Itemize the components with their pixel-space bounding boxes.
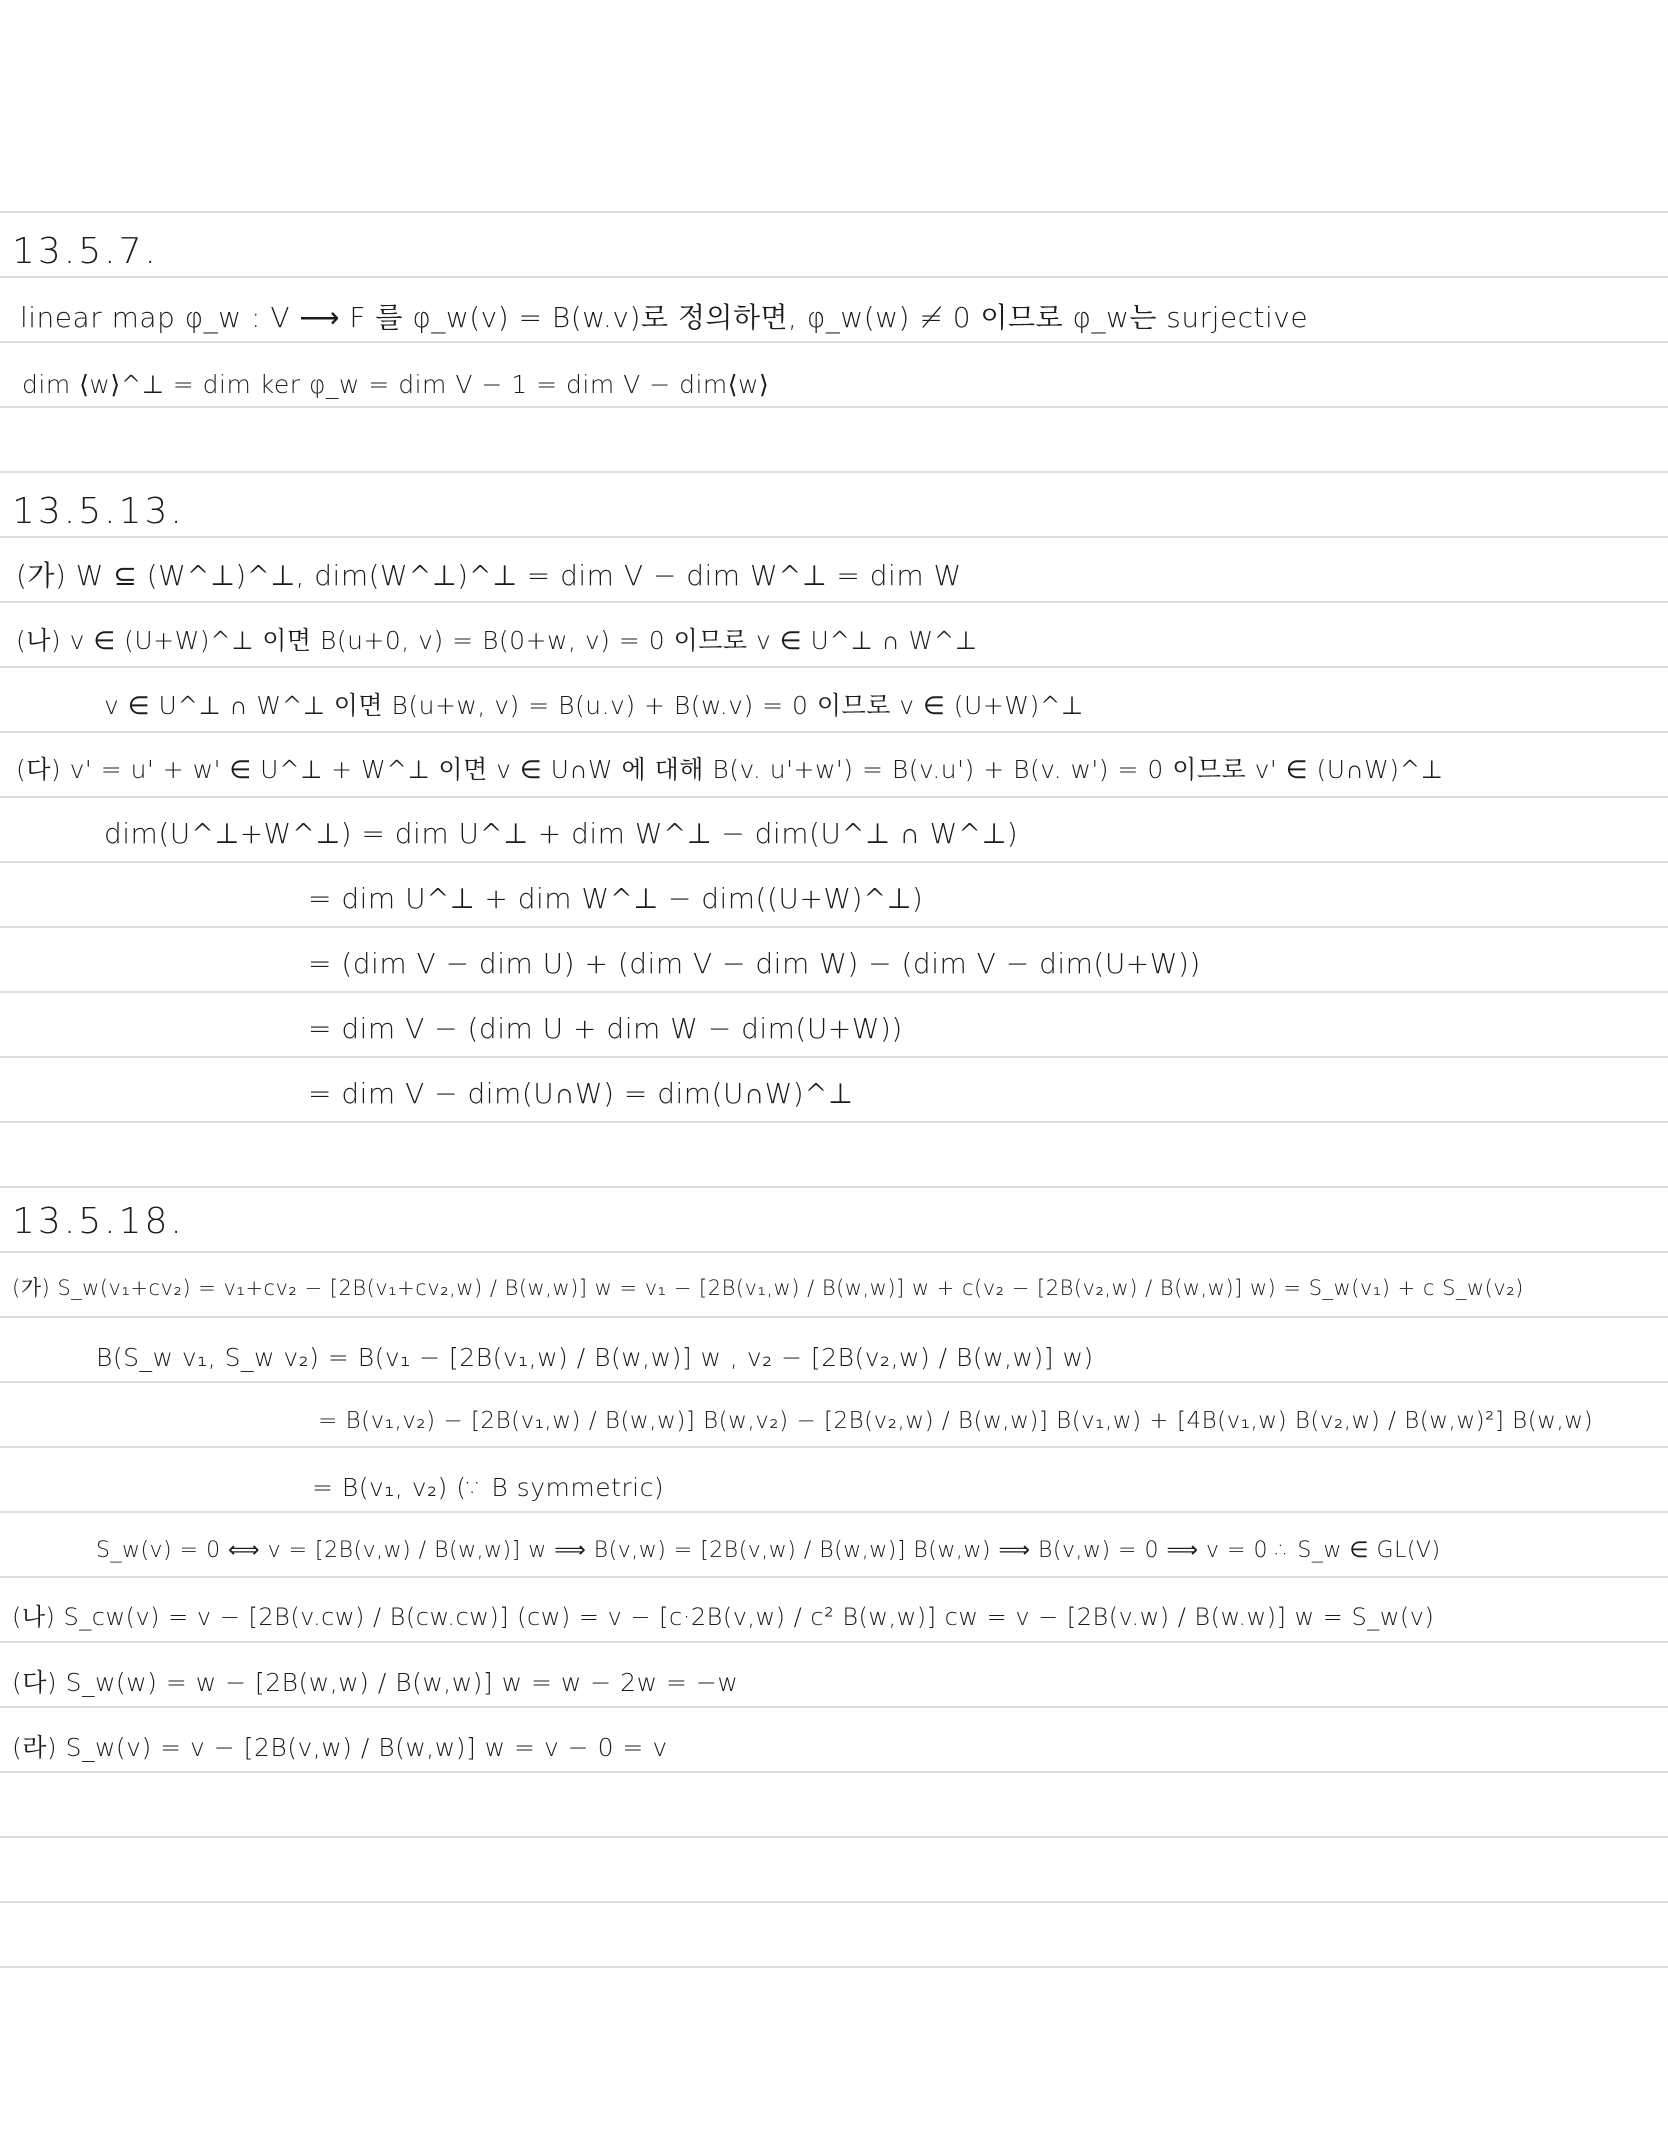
note-line: dim(U^⊥+W^⊥) = dim U^⊥ + dim W^⊥ − dim(U^⊥ ∩ W^⊥)	[104, 817, 1019, 850]
note-line: = (dim V − dim U) + (dim V − dim W) − (dim V − dim(U+W))	[308, 947, 1201, 980]
note-line: = B(v₁, v₂) (∵ B symmetric)	[312, 1473, 665, 1502]
note-line: dim ⟨w⟩^⊥ = dim ker φ_w = dim V − 1 = dim V − dim⟨w⟩	[22, 370, 770, 399]
note-line: (다) S_w(w) = w − [2B(w,w) / B(w,w)] w = w − 2w = −w	[12, 1668, 739, 1697]
section-heading: 13.5.7.	[12, 231, 159, 272]
section-heading: 13.5.18.	[12, 1201, 185, 1242]
section-heading: 13.5.13.	[12, 491, 185, 532]
note-line: (나) v ∈ (U+W)^⊥ 이면 B(u+0, v) = B(0+w, v) = 0 이므로 v ∈ U^⊥ ∩ W^⊥	[16, 626, 978, 655]
note-line: (가) W ⊆ (W^⊥)^⊥, dim(W^⊥)^⊥ = dim V − dim W^⊥ = dim W	[16, 559, 962, 592]
note-line: (라) S_w(v) = v − [2B(v,w) / B(w,w)] w = v − 0 = v	[12, 1733, 668, 1762]
note-line: = B(v₁,v₂) − [2B(v₁,w) / B(w,w)] B(w,v₂) − [2B(v₂,w) / B(w,w)] B(v₁,w) + [4B(v₁,w) B(v₂,w) / B(w,w)²] B(w,w)	[318, 1408, 1594, 1434]
note-line: (다) v' = u' + w' ∈ U^⊥ + W^⊥ 이면 v ∈ U∩W 에 대해 B(v. u'+w') = B(v.u') + B(v. w') = 0 이므로 v' ∈ (U∩W)^⊥	[16, 755, 1444, 784]
note-line: (나) S_cw(v) = v − [2B(v.cw) / B(cw.cw)] (cw) = v − [c·2B(v,w) / c² B(w,w)] cw = v − [2B(v.w) / B(w.w)] w = S_w(v)	[12, 1603, 1435, 1631]
note-line: v ∈ U^⊥ ∩ W^⊥ 이면 B(u+w, v) = B(u.v) + B(w.v) = 0 이므로 v ∈ (U+W)^⊥	[104, 691, 1084, 720]
note-line: S_w(v) = 0 ⟺ v = [2B(v,w) / B(w,w)] w ⟹ B(v,w) = [2B(v,w) / B(w,w)] B(w,w) ⟹ B(v,w) = 0 ⟹ v = 0 ∴ S_w ∈ GL(V)	[96, 1538, 1441, 1563]
note-line: linear map φ_w : V ⟶ F 를 φ_w(v) = B(w.v)로 정의하면, φ_w(w) ≠ 0 이므로 φ_w는 surjective	[20, 301, 1309, 334]
note-line: = dim V − dim(U∩W) = dim(U∩W)^⊥	[308, 1077, 854, 1110]
note-line: B(S_w v₁, S_w v₂) = B(v₁ − [2B(v₁,w) / B(w,w)] w , v₂ − [2B(v₂,w) / B(w,w)] w)	[96, 1343, 1094, 1372]
note-line: = dim V − (dim U + dim W − dim(U+W))	[308, 1012, 903, 1045]
note-line: = dim U^⊥ + dim W^⊥ − dim((U+W)^⊥)	[308, 882, 924, 915]
note-line: (가) S_w(v₁+cv₂) = v₁+cv₂ − [2B(v₁+cv₂,w) / B(w,w)] w = v₁ − [2B(v₁,w) / B(w,w)] w + c(v₂ − [2B(v₂,w) / B(w,w)] w) = S_w(v₁) + c S_w(v₂)	[12, 1276, 1524, 1300]
